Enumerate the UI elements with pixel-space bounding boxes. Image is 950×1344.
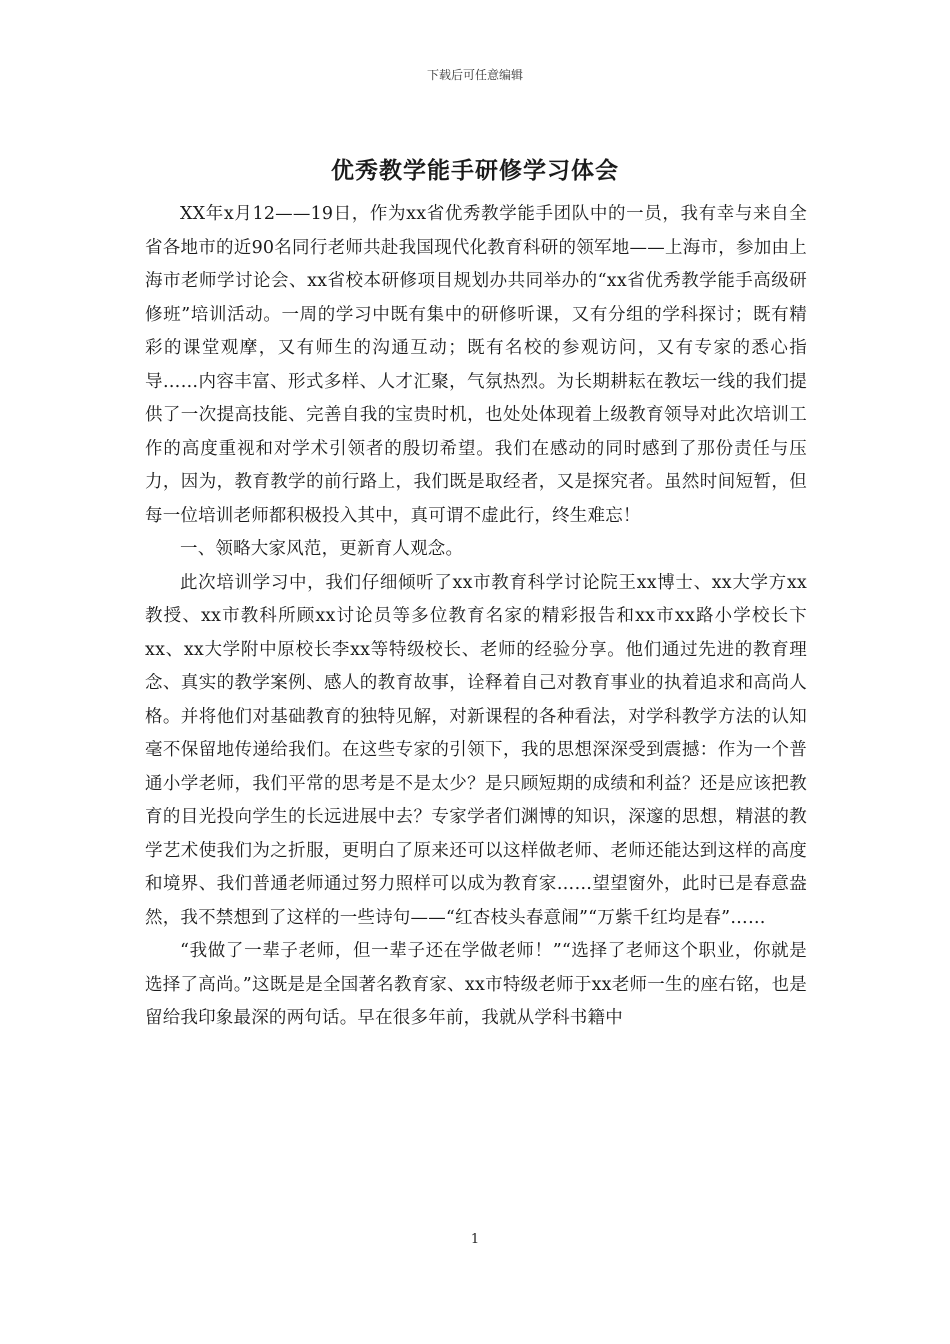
page-number: 1 [470, 1232, 480, 1247]
section-heading-1: 一、领略大家风范，更新育人观念。 [180, 539, 464, 559]
document-body [145, 198, 807, 1036]
document-title: 优秀教学能手研修学习体会 [331, 157, 619, 184]
page-header-note: 下载后可任意编辑 [426, 68, 523, 82]
paragraph-section-1: 此次培训学习中，我们仔细倾听了xx市教育科学讨论院王xx博士、xx大学方xx教授、xx市教科所顾xx讨论员等多位教育名家的精彩报告和xx市xx路小学校长卞xx、xx大学附中原校长李xx等特级校长、老师的经验分享。他们通过先进的教育理念、真实的教学案例、感人的教育故事，诠释着自己对教育事业的执着追求和高尚人格。并将他们对基础教育的独特见解，对新课程的各种看法，对学科教学方法的认知毫不保留地传递给我们。在这些专家的引领下，我的思想深深受到震撼：作为一个普通小学老师，我们平常的思考是不是太少？是只顾短期的成绩和利益？还是应该把教育的目光投向学生的长远进展中去？专家学者们渊博的知识，深邃的思想，精湛的教学艺术使我们为之折服，更明白了原来还可以这样做老师、老师还能达到这样的高度和境界、我们普通老师通过努力照样可以成为教育家……望望窗外，此时已是春意盎然，我不禁想到了这样的一些诗句——“红杏枝头春意闹”“万紫千红均是春”…… [145, 572, 807, 928]
paragraph-intro: XX年x月12——19日，作为xx省优秀教学能手团队中的一员，我有幸与来自全省各地市的近90名同行老师共赴我国现代化教育科研的领军地——上海市，参加由上海市老师学讨论会、xx省校本研修项目规划办共同举办的“xx省优秀教学能手高级研修班”培训活动。一周的学习中既有集中的研修听课，又有分组的学科探讨；既有精彩的课堂观摩，又有师生的沟通互动；既有名校的参观访问，又有专家的悉心指导……内容丰富、形式多样、人才汇聚，气氛热烈。为长期耕耘在教坛一线的我们提供了一次提高技能、完善自我的宝贵时机，也处处体现着上级教育领导对此次培训工作的高度重视和对学术引领者的殷切希望。我们在感动的同时感到了那份责任与压力，因为，教育教学的前行路上，我们既是取经者，又是探究者。虽然时间短暂，但每一位培训老师都积极投入其中，真可谓不虚此行，终生难忘！ [145, 204, 807, 526]
paragraph-quote: “我做了一辈子老师，但一辈子还在学做老师！”“选择了老师这个职业，你就是选择了高尚。”这既是是全国著名教育家、xx市特级老师于xx老师一生的座右铭，也是留给我印象最深的两句话。早在很多年前，我就从学科书籍中 [145, 941, 807, 1028]
